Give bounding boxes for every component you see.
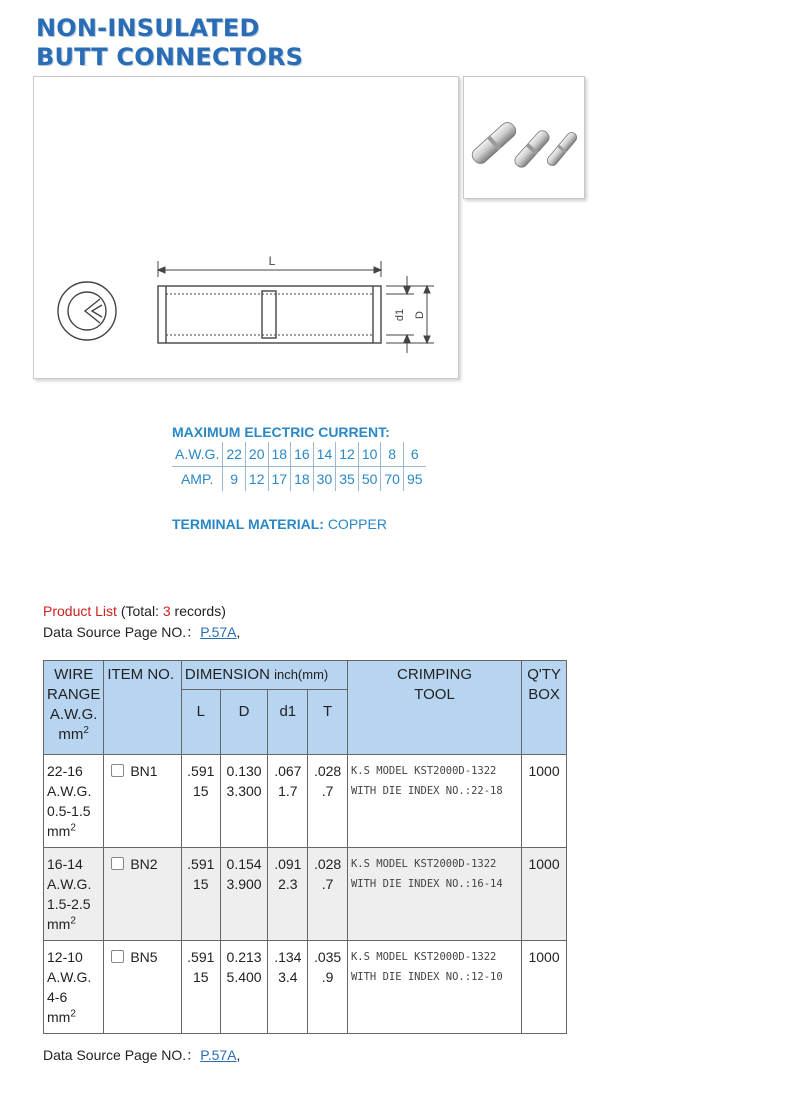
select-checkbox[interactable] — [111, 950, 124, 963]
value: 5.400 — [226, 969, 262, 985]
dim-d1-cell — [268, 755, 308, 848]
wire-text: 1.5-2.5 — [47, 896, 91, 912]
header-text: mm — [58, 726, 84, 743]
value: 15 — [193, 876, 209, 892]
dim-d1-cell — [268, 848, 308, 941]
wire-text: 16-14 — [47, 856, 83, 872]
dim-D-cell — [220, 941, 268, 1034]
crimping-tool-cell — [347, 941, 521, 1034]
amp-cell: 18 — [291, 467, 314, 492]
end-view-icon — [58, 282, 116, 340]
terminal-material — [172, 516, 387, 532]
value: .067 — [274, 763, 302, 779]
table-row — [44, 755, 567, 848]
amp-row — [172, 467, 426, 492]
amp-cell: 30 — [313, 467, 336, 492]
awg-cell: 18 — [268, 442, 291, 467]
table-header-row — [44, 661, 567, 690]
item-cell — [104, 755, 182, 848]
dim-d1-cell — [268, 941, 308, 1034]
qty-cell: 1000 — [522, 848, 567, 941]
tool-text: WITH DIE INDEX NO.:16-14 — [350, 878, 503, 890]
item-number: BN1 — [130, 763, 158, 779]
wire-text: mm — [47, 823, 71, 839]
amp-cell: 50 — [358, 467, 381, 492]
amp-label: AMP. — [172, 467, 223, 492]
select-checkbox[interactable] — [111, 764, 124, 777]
value: 3.900 — [226, 876, 262, 892]
table-row — [44, 848, 567, 941]
dimension-d1-label: d1 — [394, 308, 406, 322]
value: .7 — [321, 876, 334, 892]
value: 0.213 — [226, 949, 262, 965]
header-D: D — [220, 690, 268, 755]
header-text: TOOL — [414, 686, 455, 703]
header-d1: d1 — [268, 690, 308, 755]
table-row — [44, 941, 567, 1034]
value: .134 — [274, 949, 302, 965]
wire-text: 22-16 — [47, 763, 83, 779]
connector-side-view — [158, 286, 381, 343]
wire-range-cell: 16-14 A.W.G. 1.5-2.5 $mm^2$ — [44, 848, 104, 941]
value: 0.154 — [226, 856, 262, 872]
dim-D-cell — [220, 848, 268, 941]
header-crimping-tool — [347, 661, 521, 755]
amp-cell: 17 — [268, 467, 291, 492]
source-label: Data Source Page NO.： — [43, 624, 201, 640]
tool-text: WITH DIE INDEX NO.:22-18 — [350, 785, 503, 797]
source-page-link[interactable]: P.57A — [200, 624, 237, 640]
awg-cell: 16 — [291, 442, 314, 467]
header-text: RANGE — [47, 686, 101, 703]
tool-text: K.S MODEL KST2000D-1322 — [350, 765, 497, 777]
value: 3.4 — [278, 969, 298, 985]
amp-cell: 9 — [223, 467, 246, 492]
awg-cell: 22 — [223, 442, 246, 467]
footer-source — [43, 1045, 240, 1065]
dim-T-cell — [308, 848, 348, 941]
awg-cell: 8 — [381, 442, 404, 467]
value: .028 — [313, 763, 342, 779]
wire-text: mm — [47, 916, 71, 932]
header-item-no: ITEM NO. — [104, 661, 182, 755]
item-cell — [104, 848, 182, 941]
value: .028 — [313, 856, 342, 872]
wire-text: A.W.G. — [47, 783, 92, 799]
wire-range-cell: 22-16 A.W.G. 0.5-1.5 $mm^2$ — [44, 755, 104, 848]
value: 2.3 — [278, 876, 298, 892]
awg-row — [172, 442, 426, 467]
total-prefix: (Total: — [120, 603, 163, 619]
butt-connectors-image — [464, 77, 584, 198]
wire-text: A.W.G. — [47, 876, 92, 892]
item-number: BN2 — [130, 856, 158, 872]
header-text: DIMENSION — [184, 666, 270, 683]
value: .9 — [321, 969, 334, 985]
current-table — [172, 442, 426, 491]
awg-label: A.W.G. — [175, 446, 220, 462]
awg-cell: 14 — [313, 442, 336, 467]
dimension-L-label: L — [268, 254, 276, 268]
product-list-header — [43, 601, 240, 643]
wire-text: 12-10 — [47, 949, 83, 965]
tool-text: K.S MODEL KST2000D-1322 — [350, 951, 497, 963]
amp-cell: 12 — [245, 467, 268, 492]
header-text: WIRE — [54, 666, 94, 683]
electric-current-spec — [172, 424, 426, 491]
source-after: , — [236, 1047, 241, 1063]
product-photo[interactable] — [463, 76, 585, 199]
dim-T-cell — [308, 755, 348, 848]
technical-drawing — [33, 76, 459, 379]
wire-text: A.W.G. — [47, 969, 92, 985]
product-list-label: Product List — [43, 603, 117, 619]
source-after: , — [236, 624, 241, 640]
amp-cell: 95 — [403, 467, 425, 492]
tool-text: K.S MODEL KST2000D-1322 — [350, 858, 497, 870]
page-title — [36, 14, 303, 72]
header-T: T — [308, 690, 348, 755]
value: 15 — [193, 783, 209, 799]
value: .591 — [187, 949, 215, 965]
product-table — [43, 660, 567, 1034]
dimension-D-label: D — [414, 311, 426, 319]
header-dimension — [181, 661, 347, 690]
value: .091 — [274, 856, 302, 872]
value: 15 — [193, 969, 209, 985]
value: 0.130 — [226, 763, 262, 779]
qty-cell: 1000 — [522, 755, 567, 848]
qty-cell: 1000 — [522, 941, 567, 1034]
value: .591 — [187, 856, 215, 872]
wire-range-cell: 12-10 A.W.G. 4-6 $mm^2$ — [44, 941, 104, 1034]
crimping-tool-cell — [347, 755, 521, 848]
wire-text: 4-6 — [47, 989, 68, 1005]
amp-cell: 35 — [336, 467, 359, 492]
amp-cell: 70 — [381, 467, 404, 492]
header-text: BOX — [528, 686, 560, 703]
source-page-link[interactable]: P.57A — [200, 1047, 237, 1063]
dim-L-cell — [181, 848, 220, 941]
header-text: A.W.G. — [49, 706, 98, 723]
wire-text: mm — [47, 1009, 71, 1025]
value: 3.300 — [226, 783, 262, 799]
awg-cell: 12 — [336, 442, 359, 467]
crimping-tool-cell — [347, 848, 521, 941]
awg-cell: 6 — [403, 442, 425, 467]
awg-cell: 20 — [245, 442, 268, 467]
source-label: Data Source Page NO.： — [43, 1047, 201, 1063]
header-wire-range: WIRE RANGE A.W.G. $mm^2$ — [44, 661, 104, 755]
header-unit: inch(mm) — [274, 667, 329, 682]
wire-text: 0.5-1.5 — [47, 803, 91, 819]
connector-drawing-svg — [34, 77, 458, 378]
item-number: BN5 — [130, 949, 158, 965]
total-count: 3 — [162, 603, 171, 619]
dim-L-cell — [181, 755, 220, 848]
awg-cell: 10 — [358, 442, 381, 467]
total-suffix: records) — [170, 603, 226, 619]
header-L: L — [181, 690, 220, 755]
dim-D-cell — [220, 755, 268, 848]
item-cell — [104, 941, 182, 1034]
material-label: TERMINAL MATERIAL: — [172, 516, 324, 532]
header-qty-box — [522, 661, 567, 755]
dim-L-cell — [181, 941, 220, 1034]
dim-T-cell — [308, 941, 348, 1034]
header-text: Q'TY — [527, 666, 561, 683]
select-checkbox[interactable] — [111, 857, 124, 870]
value: .035 — [313, 949, 342, 965]
header-text: CRIMPING — [397, 666, 473, 683]
title-line-1: NON-INSULATED — [36, 14, 260, 42]
value: .7 — [321, 783, 334, 799]
value: 1.7 — [278, 783, 298, 799]
tool-text: WITH DIE INDEX NO.:12-10 — [350, 971, 503, 983]
current-heading: MAXIMUM ELECTRIC CURRENT: — [172, 424, 390, 440]
title-line-2: BUTT CONNECTORS — [36, 43, 304, 71]
material-value: COPPER — [327, 516, 387, 532]
value: .591 — [187, 763, 215, 779]
